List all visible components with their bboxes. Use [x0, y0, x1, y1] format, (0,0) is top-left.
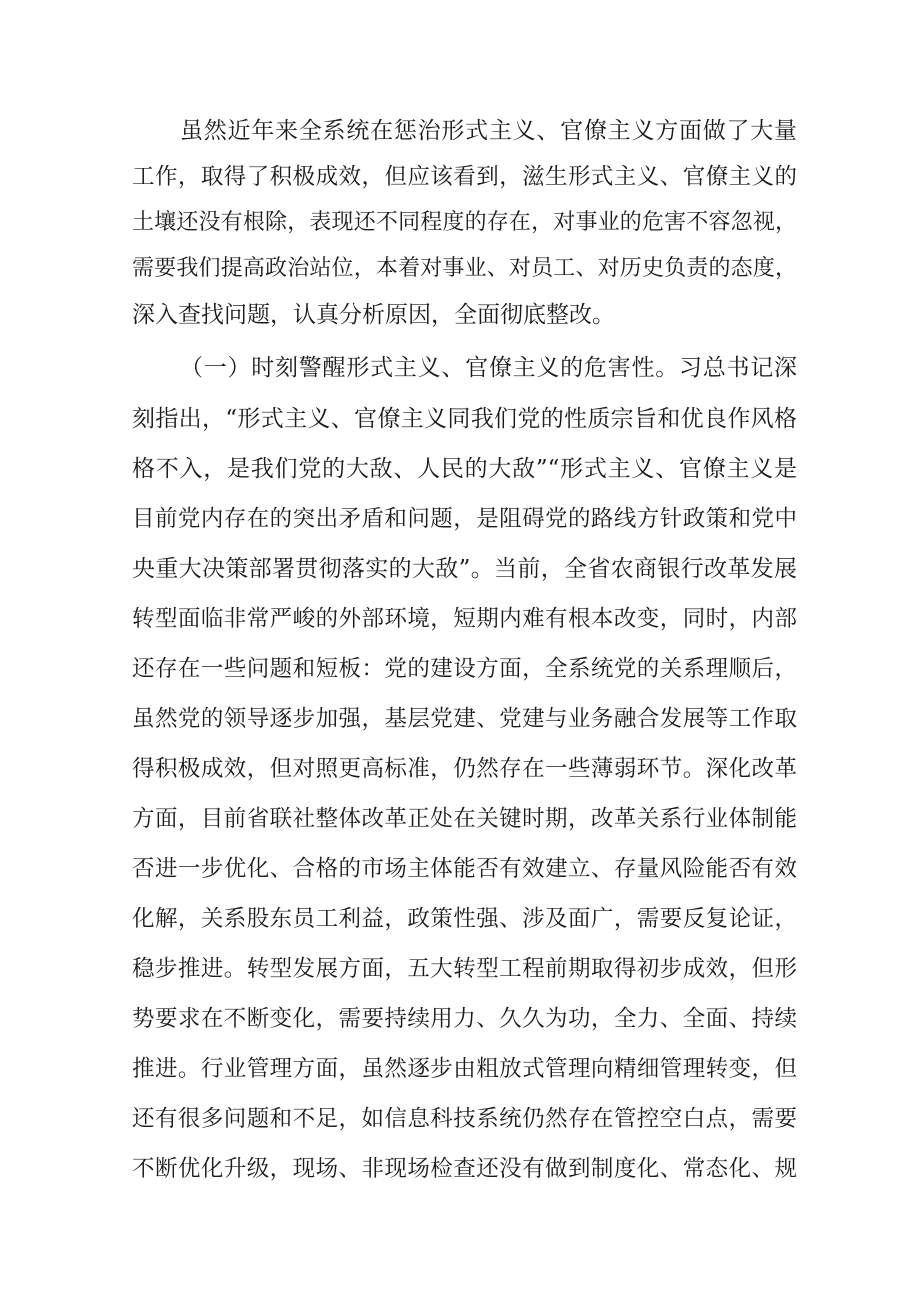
- text-line: 还有很多问题和不足，如信息科技系统仍然存在管控空白点，需要: [132, 1106, 797, 1132]
- text-line: 转型面临非常严峻的外部环境，短期内难有根本改变，同时，内部: [132, 606, 797, 632]
- text-line: 土壤还没有根除，表现还不同程度的存在，对事业的危害不容忽视，: [132, 210, 797, 235]
- text-line: 刻指出，“形式主义、官僚主义同我们党的性质宗旨和优良作风格: [132, 406, 797, 432]
- text-line: 推进。行业管理方面，虽然逐步由粗放式管理向精细管理转变，但: [132, 1056, 797, 1082]
- text-line: 需要我们提高政治站位，本着对事业、对员工、对历史负责的态度，: [132, 256, 797, 281]
- text-line: 格不入，是我们党的大敌、人民的大敌”“形式主义、官僚主义是: [132, 456, 797, 482]
- text-line: 方面，目前省联社整体改革正处在关键时期，改革关系行业体制能: [132, 806, 797, 832]
- text-line: 深入查找问题，认真分析原因，全面彻底整改。: [132, 302, 615, 328]
- section-heading-line: （一）时刻警醒形式主义、官僚主义的危害性。习总书记深: [180, 355, 797, 381]
- text-line: 否进一步优化、合格的市场主体能否有效建立、存量风险能否有效: [132, 856, 797, 882]
- text-line: 不断优化升级，现场、非现场检查还没有做到制度化、常态化、规: [132, 1156, 797, 1182]
- text-line: 还存在一些问题和短板：党的建设方面，全系统党的关系理顺后，: [132, 656, 797, 682]
- text-line: 虽然党的领导逐步加强，基层党建、党建与业务融合发展等工作取: [132, 706, 797, 732]
- text-line: 工作，取得了积极成效，但应该看到，滋生形式主义、官僚主义的: [132, 164, 797, 190]
- text-line: 虽然近年来全系统在惩治形式主义、官僚主义方面做了大量: [180, 118, 797, 144]
- text-line: 化解，关系股东员工利益，政策性强、涉及面广，需要反复论证，: [132, 906, 797, 932]
- text-line: 势要求在不断变化，需要持续用力、久久为功，全力、全面、持续: [132, 1006, 797, 1032]
- text-line: 得积极成效，但对照更高标准，仍然存在一些薄弱环节。深化改革: [132, 756, 797, 782]
- text-line: 央重大决策部署贯彻落实的大敌”。当前，全省农商银行改革发展: [132, 556, 797, 582]
- text-line: 稳步推进。转型发展方面，五大转型工程前期取得初步成效，但形: [132, 956, 797, 982]
- text-line: 目前党内存在的突出矛盾和问题，是阻碍党的路线方针政策和党中: [132, 506, 797, 532]
